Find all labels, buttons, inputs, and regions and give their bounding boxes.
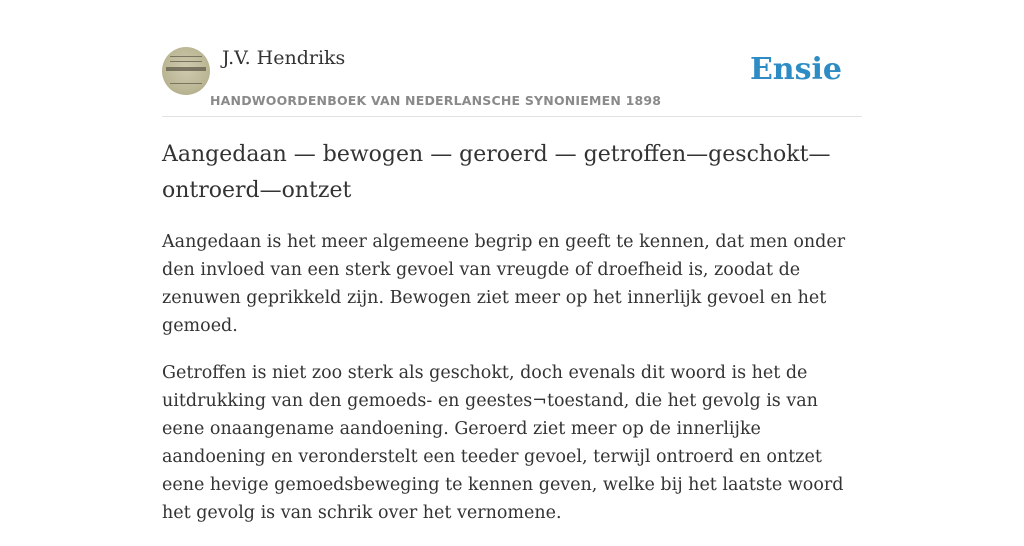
avatar-detail [170, 56, 202, 57]
entry-title: Aangedaan — bewogen — geroerd — getroffen—geschokt—ontroerd—ontzet [162, 142, 831, 203]
entry-paragraph: Getroffen is niet zoo sterk als geschokt, doch evenals dit woord is het de uitdrukking van den gemoeds- en geestes¬toestand, die het gevolg is van eene onaangename aandoening. Geroerd ziet meer op de innerlijke aandoening en veronderstelt een teeder gevoel, terwijl ontroerd en ontzet eene hevige gemoedsbeweging te kennen geven, welke bij het laatste woord het gevolg is van schrik over het vernomene. [162, 363, 844, 523]
entry-paragraph: Aangedaan is het meer algemeene begrip en geeft te kennen, dat men onder den invloed van een sterk gevoel van vreugde of droefheid is, zoodat de zenuwen geprikkeld zijn. Bewogen ziet meer op het innerlijk gevoel en het gemoed. [162, 232, 846, 336]
author-name[interactable]: J.V. Hendriks [222, 47, 346, 69]
author-avatar[interactable] [162, 47, 210, 95]
header [162, 46, 862, 117]
source-title[interactable]: HANDWOORDENBOEK VAN NEDERLANSCHE SYNONIEMEN 1898 [210, 93, 662, 108]
avatar-detail [170, 61, 202, 62]
entry-body [162, 228, 862, 546]
avatar-detail [166, 67, 206, 71]
brand-logo[interactable]: Ensie [749, 52, 842, 87]
avatar-detail [170, 83, 202, 84]
